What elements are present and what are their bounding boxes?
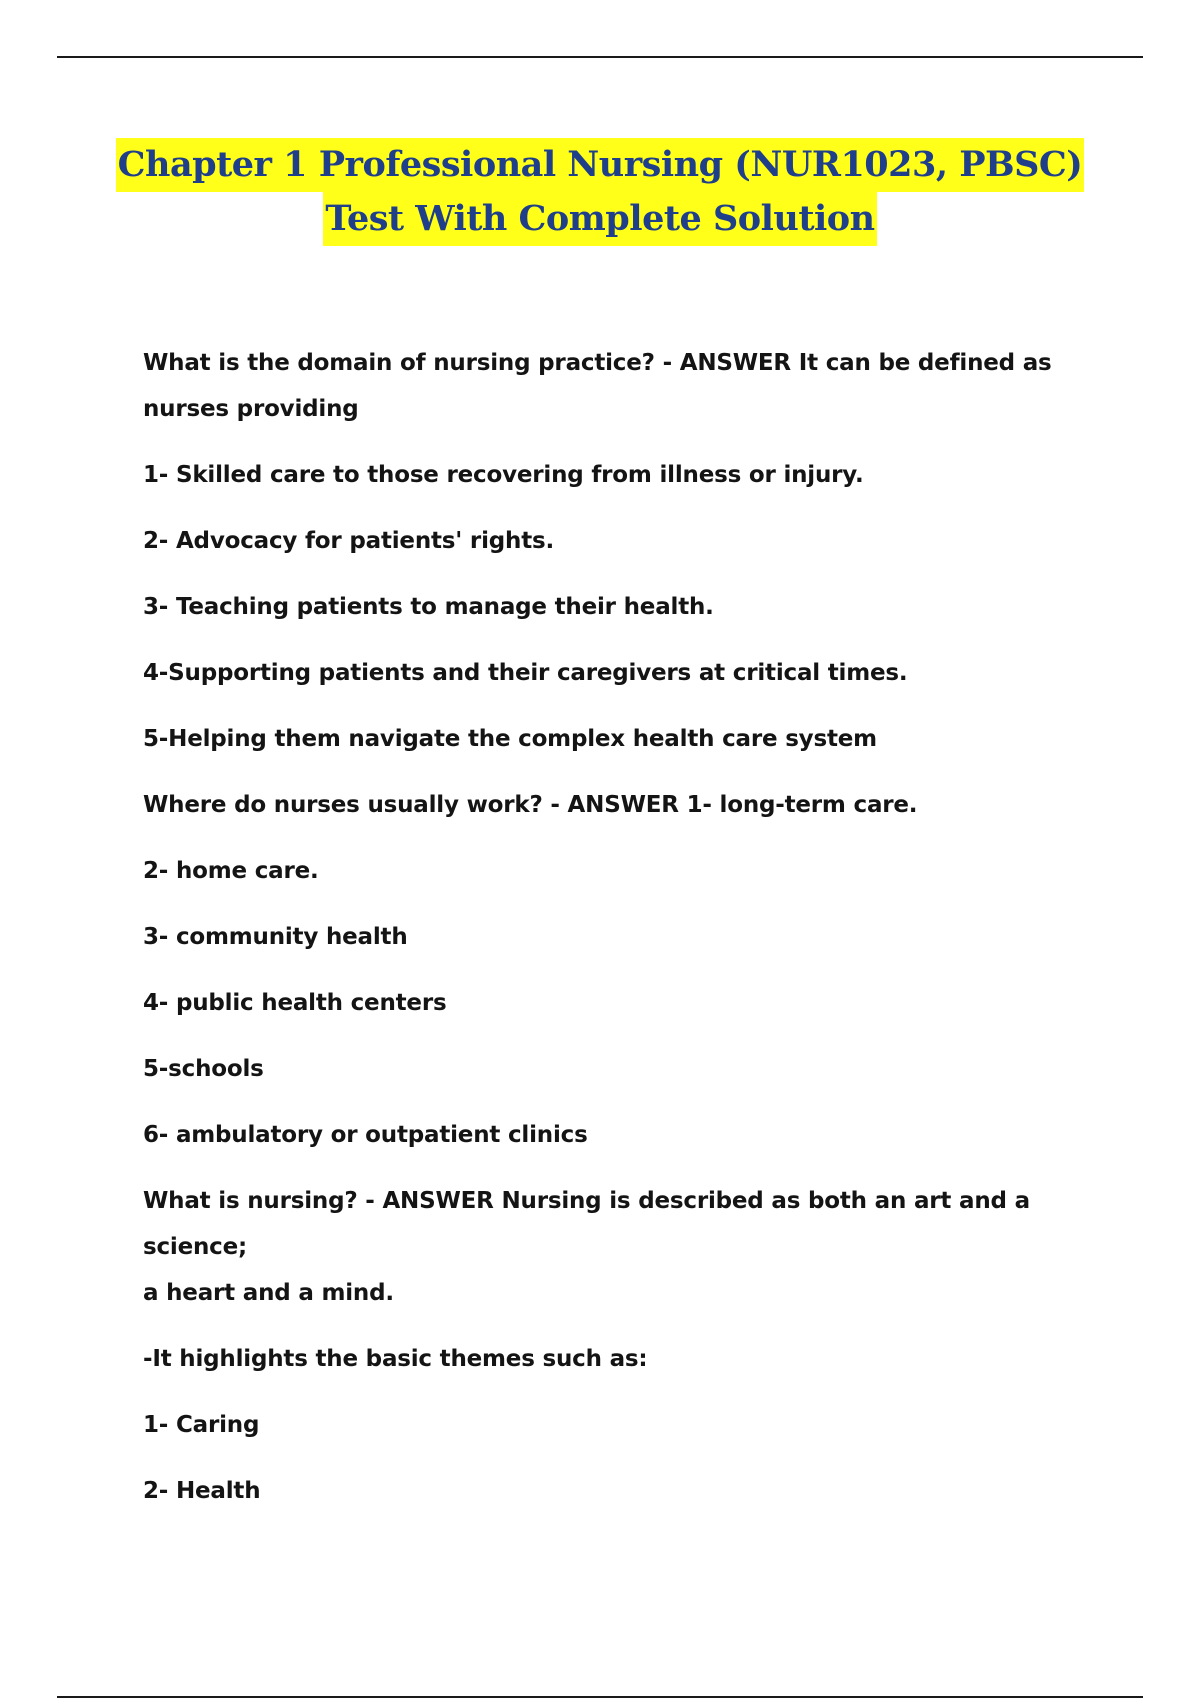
list-item: 4-Supporting patients and their caregivers at critical times.	[143, 660, 908, 686]
footer-rule	[57, 1696, 1143, 1698]
question-domain-line-2: nurses providing	[143, 396, 359, 422]
list-item: 2- Health	[143, 1478, 261, 1504]
list-item: 2- home care.	[143, 858, 319, 884]
question-domain-of-nursing	[143, 340, 1103, 432]
list-item: 5-Helping them navigate the complex health care system	[143, 726, 877, 752]
document-body	[143, 340, 1103, 1514]
list-item: 4- public health centers	[143, 990, 447, 1016]
list-item: 1- Skilled care to those recovering from illness or injury.	[143, 462, 864, 488]
document-title	[0, 138, 1200, 246]
list-item: 3- Teaching patients to manage their health.	[143, 594, 714, 620]
themes-intro: -It highlights the basic themes such as:	[143, 1346, 648, 1372]
question-domain-line-1: What is the domain of nursing practice? - ANSWER It can be defined as	[143, 350, 1052, 376]
question-what-is-nursing	[143, 1178, 1103, 1316]
list-item: 1- Caring	[143, 1412, 260, 1438]
list-item: 6- ambulatory or outpatient clinics	[143, 1122, 588, 1148]
list-item: 5-schools	[143, 1056, 264, 1082]
title-line-1: Chapter 1 Professional Nursing (NUR1023, PBSC)	[116, 138, 1085, 192]
list-item: 3- community health	[143, 924, 408, 950]
list-item: 2- Advocacy for patients' rights.	[143, 528, 555, 554]
question-where-nurses-work: Where do nurses usually work? - ANSWER 1- long-term care.	[143, 792, 918, 818]
question-nursing-line-2: a heart and a mind.	[143, 1280, 394, 1306]
question-nursing-line-1: What is nursing? - ANSWER Nursing is described as both an art and a science;	[143, 1188, 1038, 1260]
header-rule	[57, 56, 1143, 58]
title-line-2: Test With Complete Solution	[323, 192, 876, 246]
